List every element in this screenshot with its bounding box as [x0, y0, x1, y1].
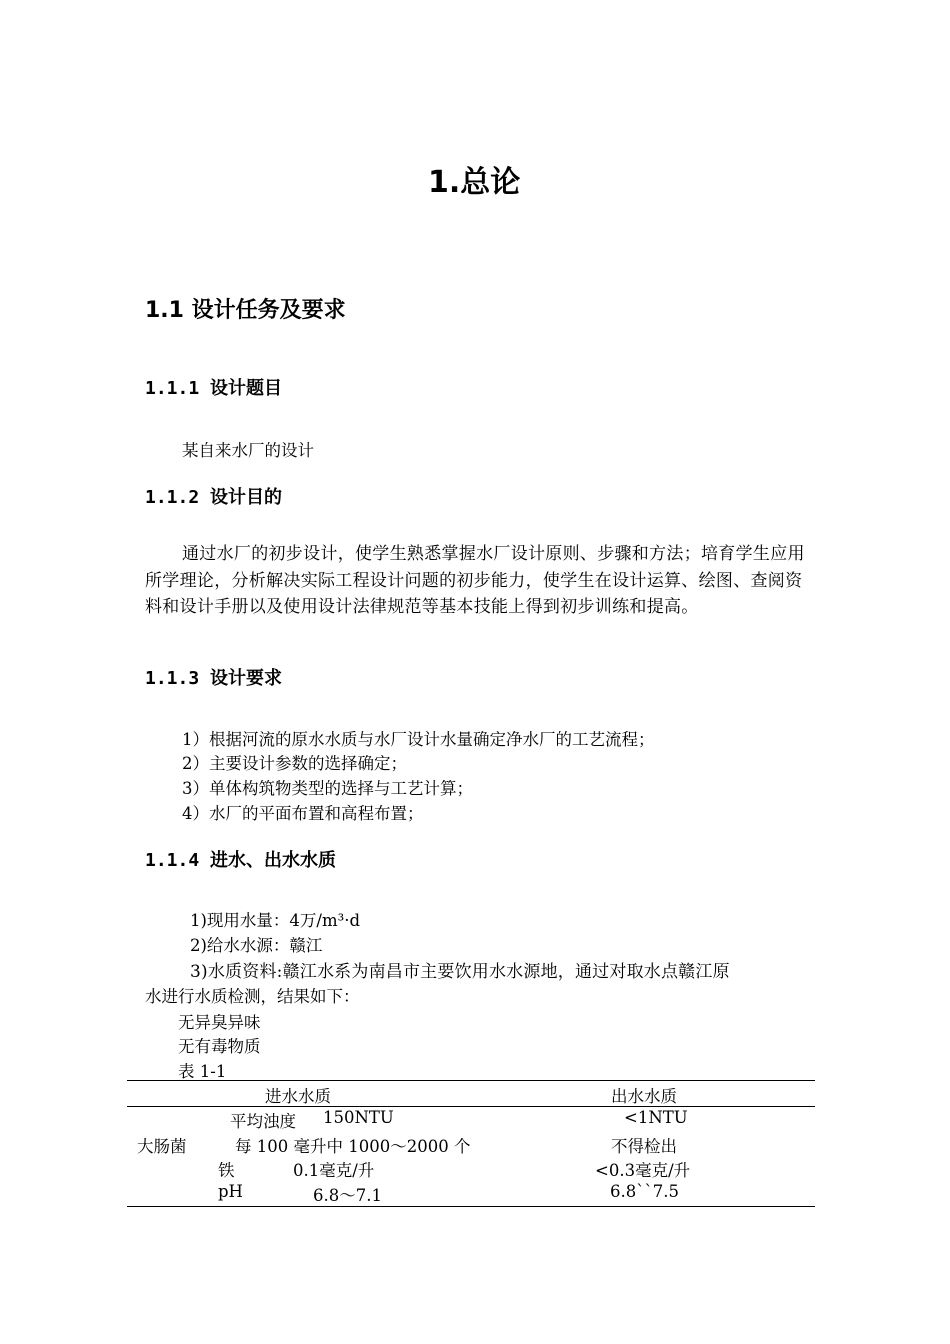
subsection-heading-1-1-2: 1.1.2 设计目的	[145, 487, 283, 508]
row-coliform-inlet: 每 100 毫升中 1000～2000 个	[235, 1137, 471, 1156]
row-iron-inlet: 0.1毫克/升	[293, 1161, 375, 1180]
table-bottom-rule	[127, 1206, 815, 1207]
table-top-rule	[127, 1080, 815, 1081]
subsection-heading-1-1-4: 1.1.4 进水、出水水质	[145, 850, 337, 871]
water-quality-line-cont: 水进行水质检测，结果如下：	[145, 987, 360, 1006]
row-ph-name: pH	[218, 1182, 243, 1201]
subsection-heading-1-1-3: 1.1.3 设计要求	[145, 668, 283, 689]
section-heading: 1.1 设计任务及要求	[145, 298, 346, 323]
row-coliform-outlet: 不得检出	[611, 1137, 677, 1156]
requirement-item: 4）水厂的平面布置和高程布置；	[182, 804, 424, 823]
requirement-item: 2）主要设计参数的选择确定；	[182, 754, 407, 773]
subsection-heading-1-1-1: 1.1.1 设计题目	[145, 378, 283, 399]
row-turbidity-inlet: 150NTU	[323, 1108, 394, 1127]
water-quality-line: 3)水质资料:赣江水系为南昌市主要饮用水水源地，通过对取水点赣江原	[190, 962, 730, 982]
design-purpose-paragraph: 通过水厂的初步设计，使学生熟悉掌握水厂设计原则、步骤和方法；培育学生应用所学理论，分析解决实际工程设计问题的初步能力，使学生在设计运算、绘图、查阅资料和设计手册以及使用设计法律规范等基本技能上得到初步训练和提高。	[145, 544, 805, 617]
requirement-item: 3）单体构筑物类型的选择与工艺计算；	[182, 779, 473, 798]
toxic-note: 无有毒物质	[178, 1037, 261, 1056]
row-ph-inlet: 6.8～7.1	[313, 1186, 382, 1205]
requirement-item: 1）根据河流的原水水质与水厂设计水量确定净水厂的工艺流程；	[182, 730, 655, 749]
row-turbidity-outlet: <1NTU	[624, 1108, 688, 1127]
odor-note: 无异臭异味	[178, 1013, 261, 1032]
row-iron-name: 铁	[218, 1161, 235, 1180]
table-header-inlet: 进水水质	[265, 1087, 331, 1106]
row-turbidity-name: 平均浊度	[230, 1112, 296, 1131]
row-ph-outlet: 6.8``7.5	[610, 1182, 679, 1201]
design-topic-text: 某自来水厂的设计	[182, 441, 314, 460]
table-caption: 表 1-1	[178, 1062, 227, 1081]
table-header-outlet: 出水水质	[611, 1087, 677, 1106]
page-title: 1.总论	[428, 165, 521, 200]
row-coliform-label: 大肠菌	[137, 1137, 187, 1156]
table-header-rule	[127, 1106, 815, 1107]
water-usage-line: 1)现用水量：4万/m³·d	[190, 911, 361, 930]
water-source-line: 2)给水水源：赣江	[190, 936, 323, 955]
row-iron-outlet: <0.3毫克/升	[595, 1161, 691, 1180]
